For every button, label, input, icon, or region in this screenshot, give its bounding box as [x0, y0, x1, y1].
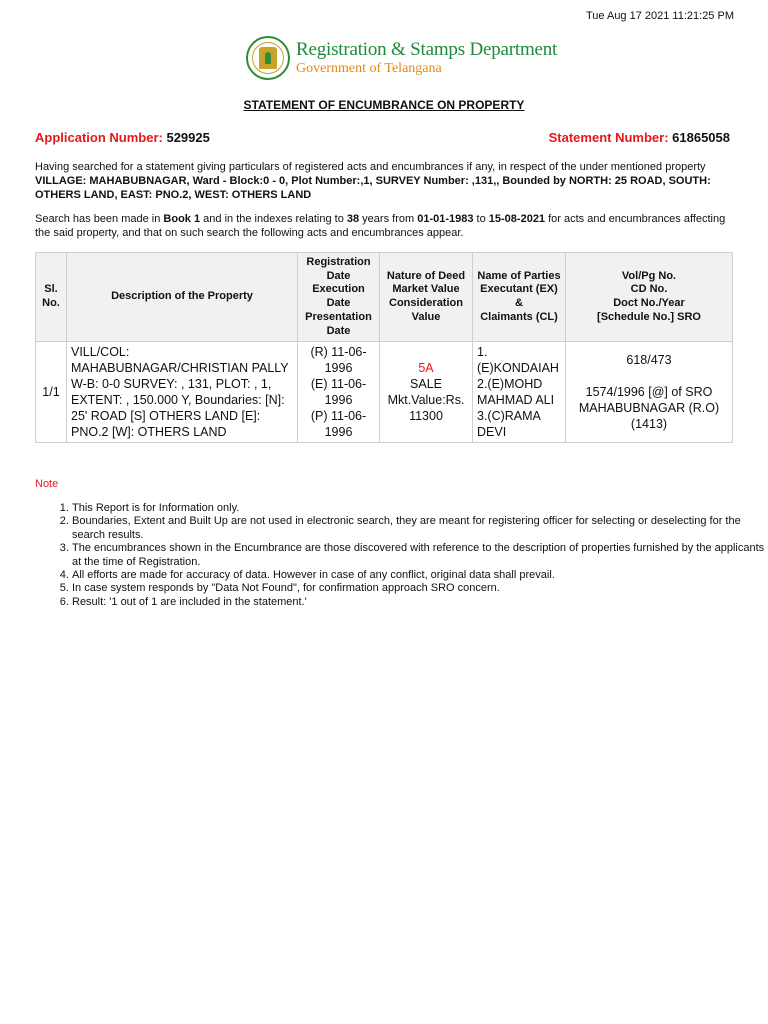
header-vol-pg: Vol/Pg No. CD No. Doct No./Year [Schedule No.] SRO — [566, 253, 733, 342]
search-years: 38 — [346, 213, 360, 225]
row-dates: (R) 11-06-1996 (E) 11-06-1996 (P) 11-06-1996 — [298, 342, 380, 443]
encumbrance-table — [35, 252, 733, 443]
statement-number — [549, 130, 730, 145]
header-nature-of-deed: Nature of Deed Market Value Consideration Value — [380, 253, 473, 342]
row-sl-no: 1/1 — [36, 342, 67, 443]
header-sl-no: Sl. No. — [36, 253, 67, 342]
reference-numbers — [35, 130, 730, 145]
statement-number-value: 61865058 — [672, 130, 730, 145]
search-scope-paragraph — [35, 212, 735, 240]
search-text-1: Search has been made in — [35, 213, 164, 225]
print-timestamp: Tue Aug 17 2021 11:21:25 PM — [585, 10, 734, 22]
vol-pg-number: 618/473 — [626, 353, 672, 368]
deed-type: SALE — [410, 377, 442, 392]
note-heading: Note — [35, 478, 59, 490]
table-row — [36, 342, 733, 443]
header-dates: Registration Date Execution Date Presentation Date — [298, 253, 380, 342]
search-text-5: for acts and encumbrances affecting the said property, and that on such search the following acts and encumbrances appear. — [35, 213, 726, 239]
department-header — [246, 36, 557, 80]
note-item: 1. This Report is for Information only. — [72, 502, 768, 515]
application-number-value: 529925 — [166, 130, 210, 145]
search-to-date: 15-08-2021 — [488, 213, 546, 225]
search-text-4: to — [473, 213, 489, 225]
row-nature-of-deed — [380, 342, 473, 443]
search-book: Book 1 — [163, 213, 201, 225]
row-parties: 1. (E)KONDAIAH 2.(E)MOHD MAHMAD ALI 3.(C)RAMA DEVI — [473, 342, 566, 443]
search-intro-text: Having searched for a statement giving particulars of registered acts and encumbrances if any, in respect of the under mentioned property — [35, 161, 706, 173]
row-vol-pg — [566, 342, 733, 443]
telangana-emblem-icon — [246, 36, 290, 80]
search-intro-paragraph — [35, 160, 735, 202]
application-number-label: Application Number: — [35, 130, 163, 145]
header-parties: Name of Parties Executant (EX) & Claimants (CL) — [473, 253, 566, 342]
government-name: Government of Telangana — [296, 61, 442, 76]
notes-list — [35, 502, 768, 609]
search-text-2: and in the indexes relating to — [200, 213, 347, 225]
page-title: STATEMENT OF ENCUMBRANCE ON PROPERTY — [243, 98, 525, 112]
note-item: 3. The encumbrances shown in the Encumbrance are those discovered with reference to the description of properties furnished by the applicants at the time of Registration. — [72, 542, 768, 569]
property-details: VILLAGE: MAHABUBNAGAR, Ward - Block:0 - 0, Plot Number:,1, SURVEY Number: ,131,, Bounded by NORTH: 25 ROAD, SOUTH: OTHERS LAND, EAST: PNO.2, WEST: OTHERS LAND — [35, 175, 711, 201]
row-description: VILL/COL: MAHABUBNAGAR/CHRISTIAN PALLY W-B: 0-0 SURVEY: , 131, PLOT: , 1, EXTENT: , 150.000 Y, Boundaries: [N]: 25' ROAD [S] OTHERS LAND [E]: PNO.2 [W]: OTHERS LAND — [67, 342, 298, 443]
search-from-date: 01-01-1983 — [417, 213, 474, 225]
deed-code: 5A — [418, 361, 434, 376]
department-name: Registration & Stamps Department — [296, 39, 558, 60]
note-item: 2. Boundaries, Extent and Built Up are not used in electronic search, they are meant for registering officer for selecting or deselecting for the search results. — [72, 515, 768, 542]
doct-number: 1574/1996 [@] of SRO MAHABUBNAGAR (R.O) (1413) — [578, 385, 720, 432]
table-header-row — [36, 253, 733, 342]
note-item: 6. Result: '1 out of 1 are included in the statement.' — [72, 596, 768, 609]
header-description: Description of the Property — [67, 253, 298, 342]
note-item: 5. In case system responds by "Data Not Found", for confirmation approach SRO concern. — [72, 582, 768, 595]
application-number — [35, 130, 210, 145]
search-text-3: years from — [359, 213, 418, 225]
note-item: 4. All efforts are made for accuracy of data. However in case of any conflict, original data shall prevail. — [72, 569, 768, 582]
statement-number-label: Statement Number: — [548, 130, 669, 145]
market-value: Mkt.Value:Rs. 11300 — [387, 393, 465, 424]
